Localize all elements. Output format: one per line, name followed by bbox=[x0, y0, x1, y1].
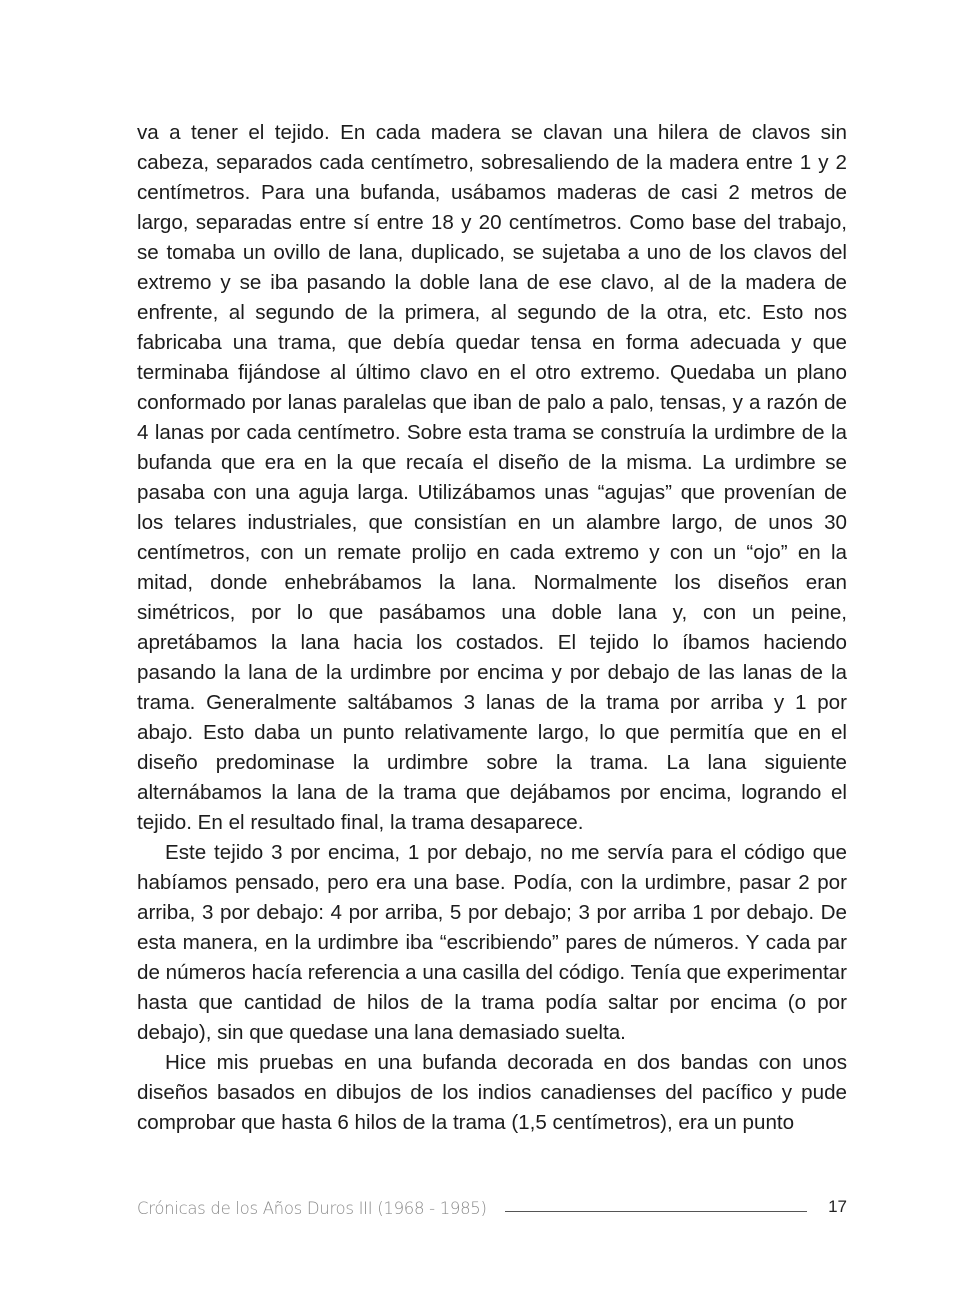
footer-divider bbox=[505, 1211, 807, 1212]
page-number: 17 bbox=[828, 1197, 847, 1216]
paragraph: Hice mis pruebas en una bufanda decorada en dos bandas con unos diseños basados en dibujos de los indios canadienses del pacífico y pude comprobar que hasta 6 hilos de la trama (1,5 centímetros), era un punto bbox=[137, 1051, 847, 1134]
paragraph: Este tejido 3 por encima, 1 por debajo, no me servía para el código que habíamos pensado, pero era una base. Podía, con la urdimbre, pasar 2 por arriba, 3 por debajo: 4 por arriba, 5 por debajo; 3 por arriba 1 por debajo. De esta manera, en la urdimbre iba “escribiendo” pares de números. Y cada par de números hacía referencia a una casilla del código. Tenía que experimentar hasta que cantidad de hilos de la trama podía saltar por encima (o por debajo), sin que quedase una lana demasiado suelta. bbox=[137, 841, 847, 1044]
page-footer bbox=[137, 1193, 847, 1227]
running-footer-title: Crónicas de los Años Duros III (1968 - 1985) bbox=[137, 1199, 487, 1218]
body-text bbox=[137, 118, 847, 1138]
paragraph-continued: va a tener el tejido. En cada madera se clavan una hilera de clavos sin cabeza, separados cada centímetro, sobresaliendo de la madera entre 1 y 2 centímetros. Para una bufanda, usábamos maderas de casi 2 metros de largo, separadas entre sí entre 18 y 20 centímetros. Como base del trabajo, se tomaba un ovillo de lana, duplicado, se sujetaba a uno de los clavos del extremo y se iba pasando la doble lana de ese clavo, al de la madera de enfrente, al segundo de la primera, al segundo de la otra, etc. Esto nos fabricaba una trama, que debía quedar tensa en forma adecuada y que terminaba fijándose al último clavo en el otro extremo. Quedaba un plano conformado por lanas paralelas que iban de palo a palo, tensas, y a razón de 4 lanas por cada centímetro. Sobre esta trama se construía la urdimbre de la bufanda que era en la que recaía el diseño de la misma. La urdimbre se pasaba con una aguja larga. Utilizábamos unas “agujas” que provenían de los telares industriales, que consistían en un alambre largo, de unos 30 centímetros, con un remate prolijo en cada extremo y con un “ojo” en la mitad, donde enhebrábamos la lana. Normalmente los diseños eran simétricos, por lo que pasábamos una doble lana y, con un peine, apretábamos la lana hacia los costados. El tejido lo íbamos haciendo pasando la lana de la urdimbre por encima y por debajo de las lanas de la trama. Generalmente saltábamos 3 lanas de la trama por arriba y 1 por abajo. Esto daba un punto relativamente largo, lo que permitía que en el diseño predominase la urdimbre sobre la trama. La lana siguiente alternábamos la lana de la trama que dejábamos por encima, logrando el tejido. En el resultado final, la trama desaparece. bbox=[137, 121, 847, 834]
